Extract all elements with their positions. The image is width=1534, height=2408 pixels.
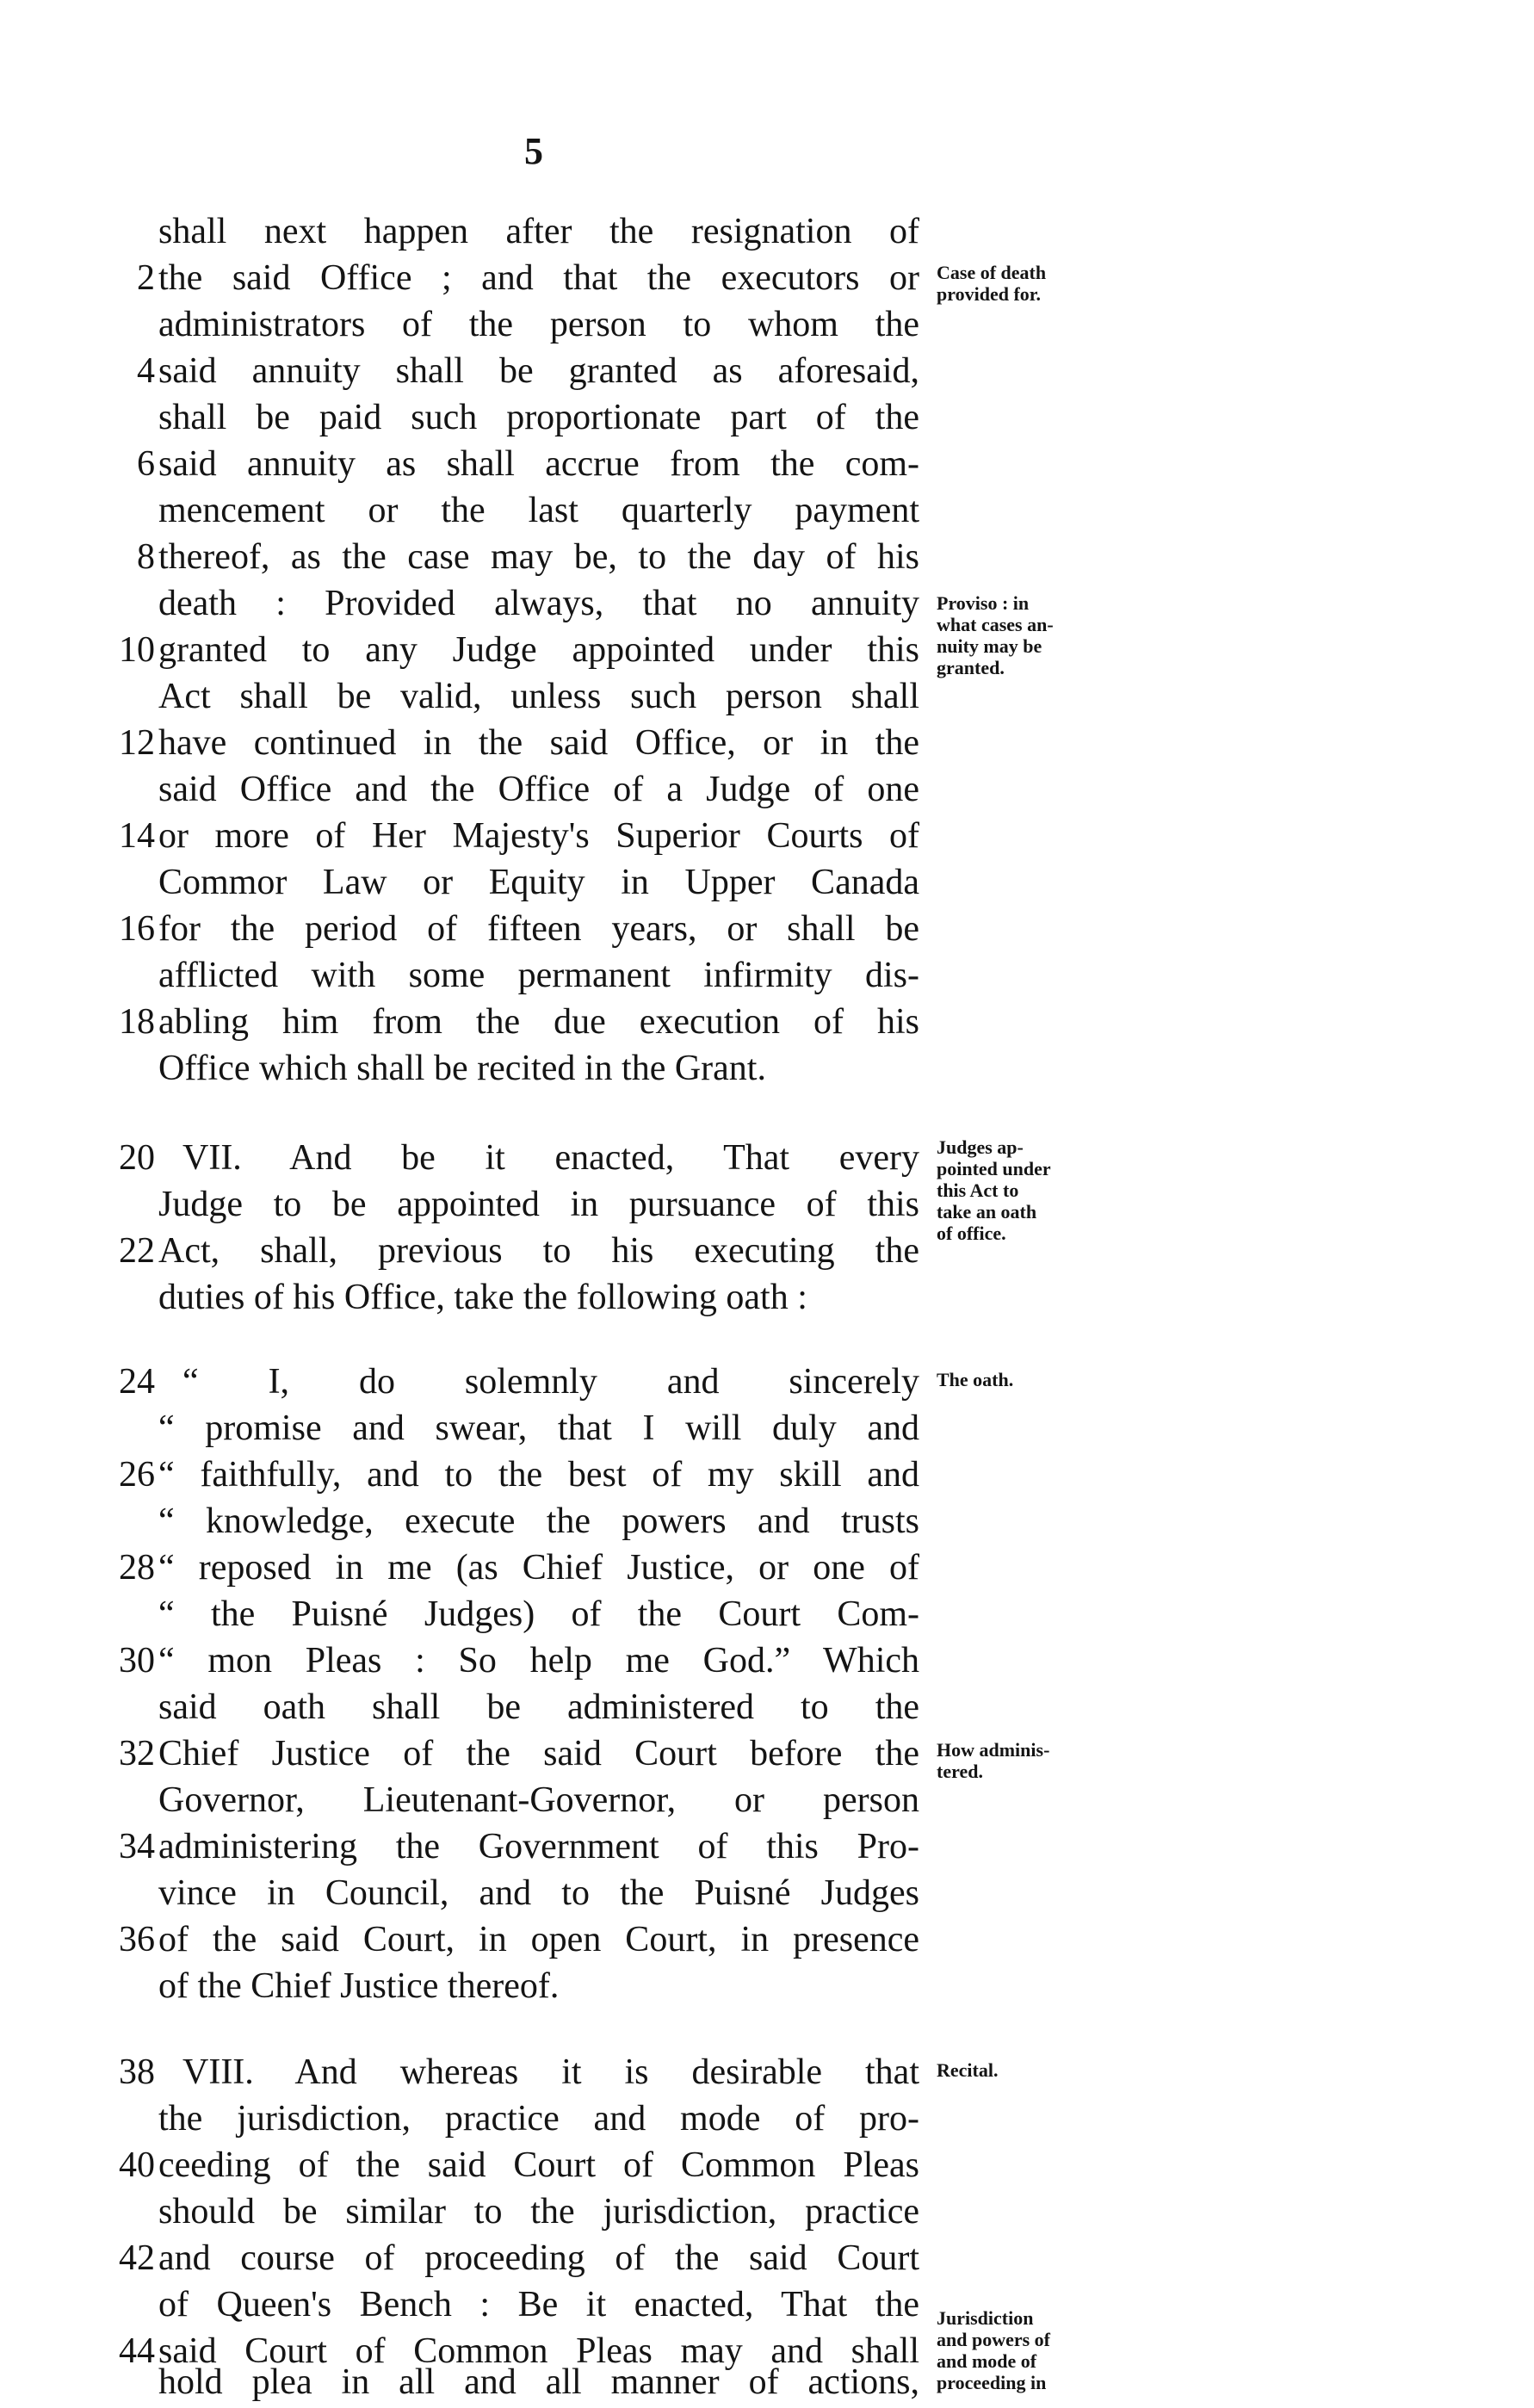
margin-note-line: pointed under [937, 1158, 1051, 1179]
line-text: mencement or the last quarterly payment [158, 491, 919, 530]
text-line [0, 255, 1534, 301]
margin-note-line: How adminis- [937, 1739, 1050, 1761]
margin-note-recital [937, 2059, 1117, 2081]
line-text: “ reposed in me (as Chief Justice, or one of [158, 1548, 919, 1588]
text-line [0, 534, 1534, 580]
line-text: should be similar to the jurisdiction, practice [158, 2192, 919, 2232]
text-line [0, 1359, 1534, 1405]
text-line [0, 580, 1534, 627]
line-text: the jurisdiction, practice and mode of pro- [158, 2099, 919, 2139]
margin-note-line: granted. [937, 657, 1005, 678]
margin-note-line: Recital. [937, 2059, 999, 2081]
line-number: 38 [119, 2052, 155, 2092]
line-text: and course of proceeding of the said Court [158, 2238, 919, 2278]
text-line [0, 2095, 1534, 2142]
line-text: “ faithfully, and to the best of my skill and [158, 1455, 919, 1495]
line-text: said oath shall be administered to the [158, 1687, 919, 1727]
line-number: 4 [137, 351, 155, 391]
line-text: ceeding of the said Court of Common Pleas [158, 2145, 919, 2185]
line-text: Office which shall be recited in the Grant. [158, 1049, 766, 1088]
line-number: 44 [119, 2331, 155, 2371]
text-line [0, 2188, 1534, 2235]
line-text: VIII. And whereas it is desirable that [182, 2052, 919, 2092]
margin-note-line: proceeding in [937, 2372, 1047, 2393]
line-text: vince in Council, and to the Puisné Judges [158, 1873, 919, 1913]
margin-note-line: nuity may be [937, 635, 1042, 657]
margin-note-line: what cases an- [937, 614, 1054, 635]
text-line [0, 2049, 1534, 2095]
margin-note-line: and powers of [937, 2329, 1051, 2350]
text-line [0, 1181, 1534, 1228]
line-number: 42 [119, 2238, 155, 2278]
line-text: granted to any Judge appointed under this [158, 630, 919, 670]
margin-note-line: Jurisdiction [937, 2307, 1034, 2329]
text-line [0, 1777, 1534, 1823]
text-line [0, 813, 1534, 859]
text-line [0, 766, 1534, 813]
line-text: duties of his Office, take the following oath : [158, 1278, 807, 1317]
margin-note-line: and mode of [937, 2350, 1037, 2372]
line-text: of the said Court, in open Court, in presence [158, 1920, 919, 1959]
margin-note-line: this Act to [937, 1179, 1019, 1201]
text-line [0, 1730, 1534, 1777]
line-text: “ the Puisné Judges) of the Court Com- [158, 1594, 919, 1634]
text-line [0, 394, 1534, 441]
line-number: 16 [119, 909, 155, 949]
margin-note-line: provided for. [937, 283, 1042, 305]
line-text: Act shall be valid, unless such person shall [158, 677, 919, 716]
margin-note-the-oath [937, 1369, 1117, 1390]
text-line [0, 1274, 1534, 1321]
line-text: “ mon Pleas : So help me God.” Which [158, 1641, 919, 1681]
text-line [0, 1823, 1534, 1870]
line-number: 6 [137, 444, 155, 484]
text-line [0, 1544, 1534, 1591]
text-line [0, 2281, 1534, 2328]
line-number: 40 [119, 2145, 155, 2185]
line-text: Governor, Lieutenant-Governor, or person [158, 1780, 919, 1820]
line-number: 32 [119, 1734, 155, 1774]
text-line [0, 487, 1534, 534]
margin-note-line: tered. [937, 1761, 983, 1782]
line-text: Judge to be appointed in pursuance of this [158, 1185, 919, 1224]
text-line [0, 1684, 1534, 1730]
line-number: 20 [119, 1138, 155, 1178]
line-text: or more of Her Majesty's Superior Courts of [158, 816, 919, 856]
line-text: the said Office ; and that the executors or [158, 258, 919, 298]
line-text: said annuity shall be granted as aforesaid, [158, 351, 919, 391]
line-number: 10 [119, 630, 155, 670]
text-line [0, 1591, 1534, 1637]
line-number: 18 [119, 1002, 155, 1042]
line-text: “ promise and swear, that I will duly and [158, 1408, 919, 1448]
margin-note-line: of office. [937, 1223, 1006, 1244]
text-line [0, 1228, 1534, 1274]
text-line [0, 1135, 1534, 1181]
line-text: death : Provided always, that no annuity [158, 584, 919, 623]
line-text: of Queen's Bench : Be it enacted, That the [158, 2285, 919, 2324]
line-number: 34 [119, 1827, 155, 1866]
margin-note-judges-oath [937, 1136, 1117, 1244]
margin-note-how-administered [937, 1739, 1117, 1782]
text-line [0, 720, 1534, 766]
margin-note-line: The oath. [937, 1369, 1014, 1390]
text-line [0, 208, 1534, 255]
line-text: administering the Government of this Pro- [158, 1827, 919, 1866]
line-text: administrators of the person to whom the [158, 305, 919, 344]
line-number: 2 [137, 258, 155, 298]
text-line [0, 1405, 1534, 1452]
line-number: 22 [119, 1231, 155, 1271]
line-text: “ I, do solemnly and sincerely [182, 1362, 919, 1402]
text-line [0, 348, 1534, 394]
line-number: 26 [119, 1455, 155, 1495]
text-line [0, 999, 1534, 1045]
line-text: abling him from the due execution of his [158, 1002, 919, 1042]
text-line [0, 441, 1534, 487]
text-line [0, 2235, 1534, 2281]
margin-note-line: take an oath [937, 1201, 1037, 1223]
text-line [0, 2142, 1534, 2188]
line-text: hold plea in all and all manner of actions, [158, 2362, 919, 2402]
line-text: VII. And be it enacted, That every [182, 1138, 919, 1178]
line-text: for the period of fifteen years, or shall be [158, 909, 919, 949]
line-text: Act, shall, previous to his executing the [158, 1231, 919, 1271]
text-line [0, 627, 1534, 673]
text-line [0, 2359, 1534, 2405]
line-number: 28 [119, 1548, 155, 1588]
line-number: 36 [119, 1920, 155, 1959]
line-number: 30 [119, 1641, 155, 1681]
line-text: said Court of Common Pleas may and shall [158, 2331, 919, 2371]
line-text: “ knowledge, execute the powers and trusts [158, 1501, 919, 1541]
line-text: have continued in the said Office, or in the [158, 723, 919, 763]
line-text: shall be paid such proportionate part of the [158, 398, 919, 437]
text-line [0, 301, 1534, 348]
line-number: 14 [119, 816, 155, 856]
line-number: 24 [119, 1362, 155, 1402]
text-line [0, 1637, 1534, 1684]
line-text: shall next happen after the resignation of [158, 212, 919, 251]
line-text: said Office and the Office of a Judge of one [158, 770, 919, 809]
margin-note-death [937, 262, 1117, 305]
margin-note-line: Judges ap- [937, 1136, 1024, 1158]
text-line [0, 1045, 1534, 1092]
line-number: 12 [119, 723, 155, 763]
text-line [0, 673, 1534, 720]
line-text: afflicted with some permanent infirmity dis- [158, 956, 919, 995]
text-line [0, 1916, 1534, 1963]
page-number: 5 [524, 130, 543, 172]
margin-note-proviso [937, 592, 1117, 678]
text-line [0, 1498, 1534, 1544]
margin-note-line: Case of death [937, 262, 1047, 283]
text-line [0, 1963, 1534, 2009]
line-text: thereof, as the case may be, to the day of his [158, 537, 919, 577]
margin-note-jurisdiction [937, 2307, 1117, 2393]
line-number: 8 [137, 537, 155, 577]
line-text: of the Chief Justice thereof. [158, 1966, 560, 2006]
text-line [0, 1870, 1534, 1916]
text-line [0, 952, 1534, 999]
line-text: Chief Justice of the said Court before the [158, 1734, 919, 1774]
margin-note-line: Proviso : in [937, 592, 1030, 614]
text-line [0, 906, 1534, 952]
text-line [0, 1452, 1534, 1498]
text-line [0, 859, 1534, 906]
line-text: said annuity as shall accrue from the com- [158, 444, 919, 484]
line-text: Commor Law or Equity in Upper Canada [158, 863, 919, 902]
